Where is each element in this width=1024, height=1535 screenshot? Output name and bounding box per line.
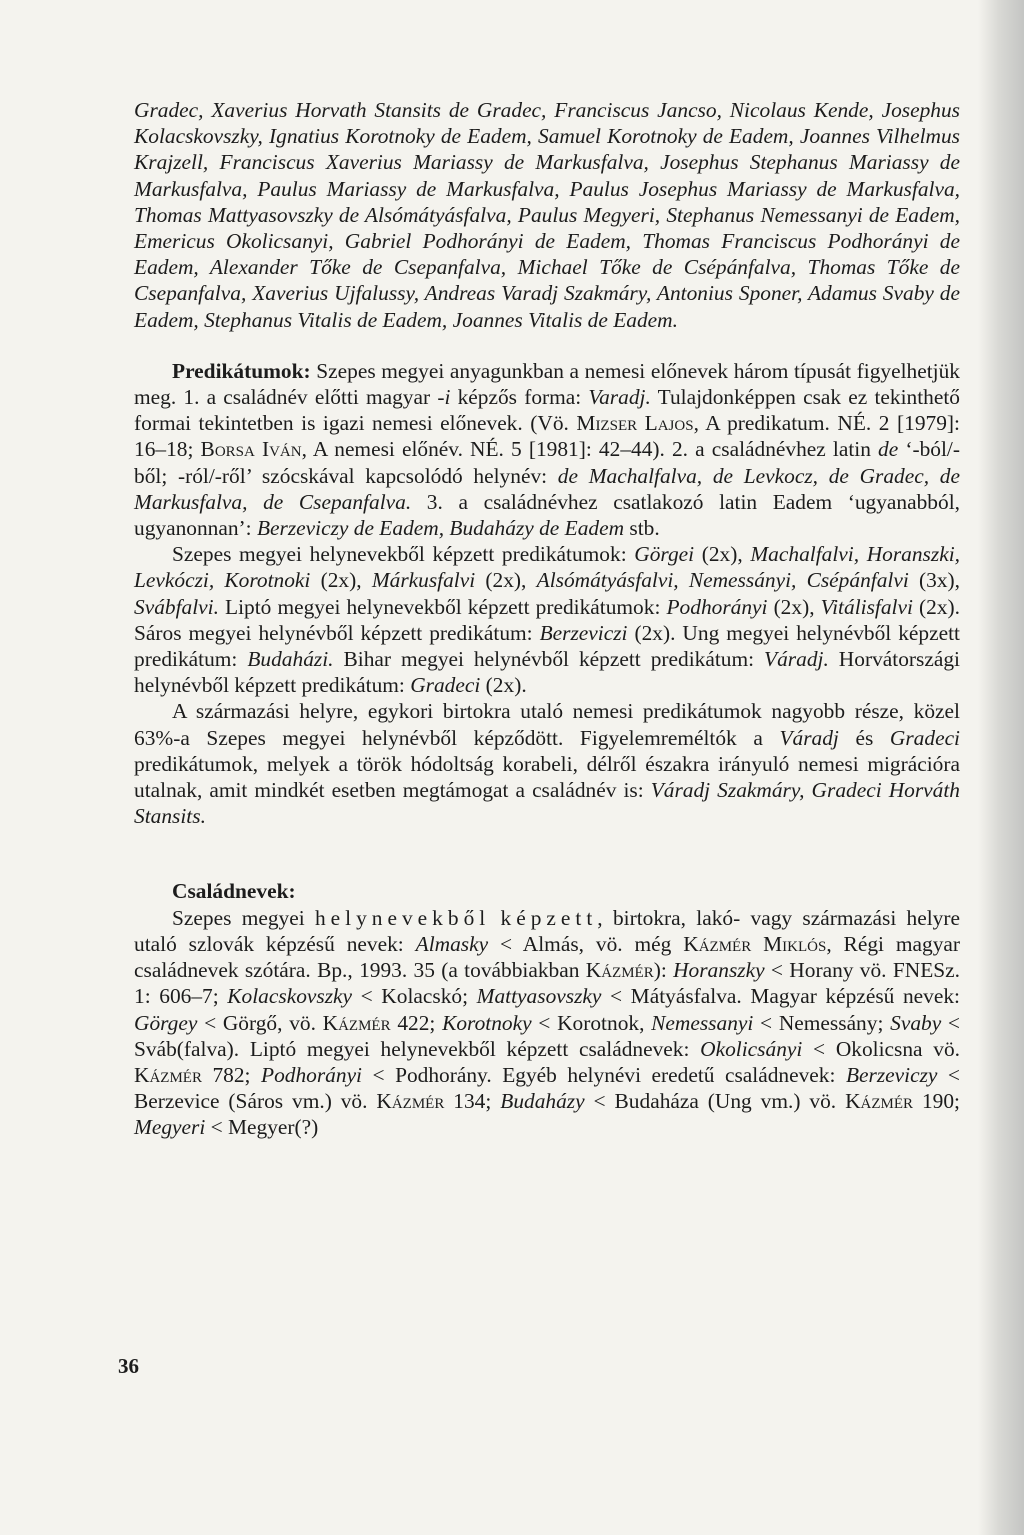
page-edge-shadow	[978, 0, 1024, 1535]
name-list-paragraph: Gradec, Xaverius Horvath Stansits de Gradec, Franciscus Jancso, Nicolaus Kende, Josephus Kolacskovszky, Ignatius Korotnoky de Eadem, Samuel Korotnoky de Eadem, Joannes Vilhelmus Krajzell, Franciscus Xaverius Mariassy de Markusfalva, Josephus Stephanus Mariassy de Markusfalva, Paulus Mariassy de Markusfalva, Paulus Josephus Mariassy de Markusfalva, Thomas Mattyasovszky de Alsómátyásfalva, Paulus Megyeri, Stephanus Nemessanyi de Eadem, Emericus Okolicsanyi, Gabriel Podhorányi de Eadem, Thomas Franciscus Podhorányi de Eadem, Alexander Tőke de Csepanfalva, Michael Tőke de Csépánfalva, Thomas Tőke de Csepanfalva, Xaverius Ujfalussy, Andreas Varadj Szakmáry, Antonius Sponer, Adamus Svaby de Eadem, Stephanus Vitalis de Eadem, Joannes Vitalis de Eadem.	[134, 98, 960, 332]
predikatumok-heading: Predikátumok:	[172, 358, 311, 383]
author-name: Kázmér	[845, 1089, 914, 1114]
author-name: Kázmér	[585, 958, 654, 983]
spaced-term: képzett	[500, 905, 598, 930]
predikatumok-paragraph-1: Predikátumok: Szepes megyei anyagunkban a nemesi előnevek három típusát figyelhetjük meg. 1. a családnév előtti magyar -i képzős forma: Varadj. Tulajdonképpen csak ez tekinthető formai tekintetben is igazi nemesi előnevek. (Vö. Mizser Lajos, A predikatum. NÉ. 2 [1979]: 16–18; Borsa Iván, A nemesi előnév. NÉ. 5 [1981]: 42–44). 2. a családnévhez latin de ‘-ból/-ből; -ról/-ről’ szócskával kapcsolódó helynév: de Machalfalva, de Levkocz, de Gradec, de Markusfalva, de Csepanfalva. 3. a családnévhez csatlakozó latin Eadem ‘ugyanabból, ugyanonnan’: Berzeviczy de Eadem, Budaházy de Eadem stb.	[134, 358, 961, 541]
page-number: 36	[118, 1354, 139, 1378]
author-name: Kázmér	[322, 1010, 391, 1035]
csaladnevek-heading: Családnevek:	[172, 879, 296, 904]
predikatumok-paragraph-2: Szepes megyei helynevekből képzett predikátumok: Görgei (2x), Machalfalvi, Horanszki, Levkóczi, Korotnoki (2x), Márkusfalvi (2x), Alsómátyásfalvi, Nemessányi, Csépánfalvi (3x), Svábfalvi. Liptó megyei helynevekből képzett predikátumok: Podhorányi (2x), Vitálisfalvi (2x). Sáros megyei helynévből képzett predikátum: Berzeviczi (2x). Ung megyei helynévből képzett predikátum: Budaházi. Bihar megyei helynévből képzett predikátum: Váradj. Horvátországi helynévből képzett predikátum: Gradeci (2x).	[134, 542, 961, 698]
csaladnevek-paragraph-1: Szepes megyei helynevekből képzett, birtokra, lakó- vagy származási helyre utaló szlovák képzésű nevek: Almasky < Almás, vö. még Kázmér Miklós, Régi magyar családnevek szótára. Bp., 1993. 35 (a továbbiakban Kázmér): Horanszky < Horany vö. FNESz. 1: 606–7; Kolacskovszky < Kolacskó; Mattyasovszky < Mátyásfalva. Magyar képzésű nevek: Görgey < Görgő, vö. Kázmér 422; Korotnoky < Korotnok, Nemessanyi < Nemessány; Svaby < Sváb(falva). Liptó megyei helynevekből képzett családnevek: Okolicsányi < Okolicsna vö. Kázmér 782; Podhorányi < Podhorány. Egyéb helynévi eredetű családnevek: Berzeviczy < Berzevice (Sáros vm.) vö. Kázmér 134; Budaházy < Budaháza (Ung vm.) vö. Kázmér 190; Megyeri < Megyer(?)	[134, 905, 961, 1140]
author-name: Borsa Iván	[200, 437, 302, 462]
author-name: Kázmér	[134, 1062, 202, 1087]
spaced-term: helynevekből	[314, 905, 491, 930]
page-body	[134, 97, 960, 1141]
author-name: Kázmér Miklós	[683, 931, 827, 956]
author-name: Kázmér	[376, 1089, 445, 1114]
author-name: Mizser Lajos	[576, 411, 694, 436]
predikatumok-paragraph-3: A származási helyre, egykori birtokra utaló nemesi predikátumok nagyobb része, közel 63%-a Szepes megyei helynévből képződött. Figyelemreméltók a Váradj és Gradeci predikátumok, melyek a török hódoltság korabeli, délről északra irányuló nemesi migrációra utalnak, amit mindkét esetben megtámogat a családnév is: Váradj Szakmáry, Gradeci Horváth Stansits.	[134, 699, 961, 829]
